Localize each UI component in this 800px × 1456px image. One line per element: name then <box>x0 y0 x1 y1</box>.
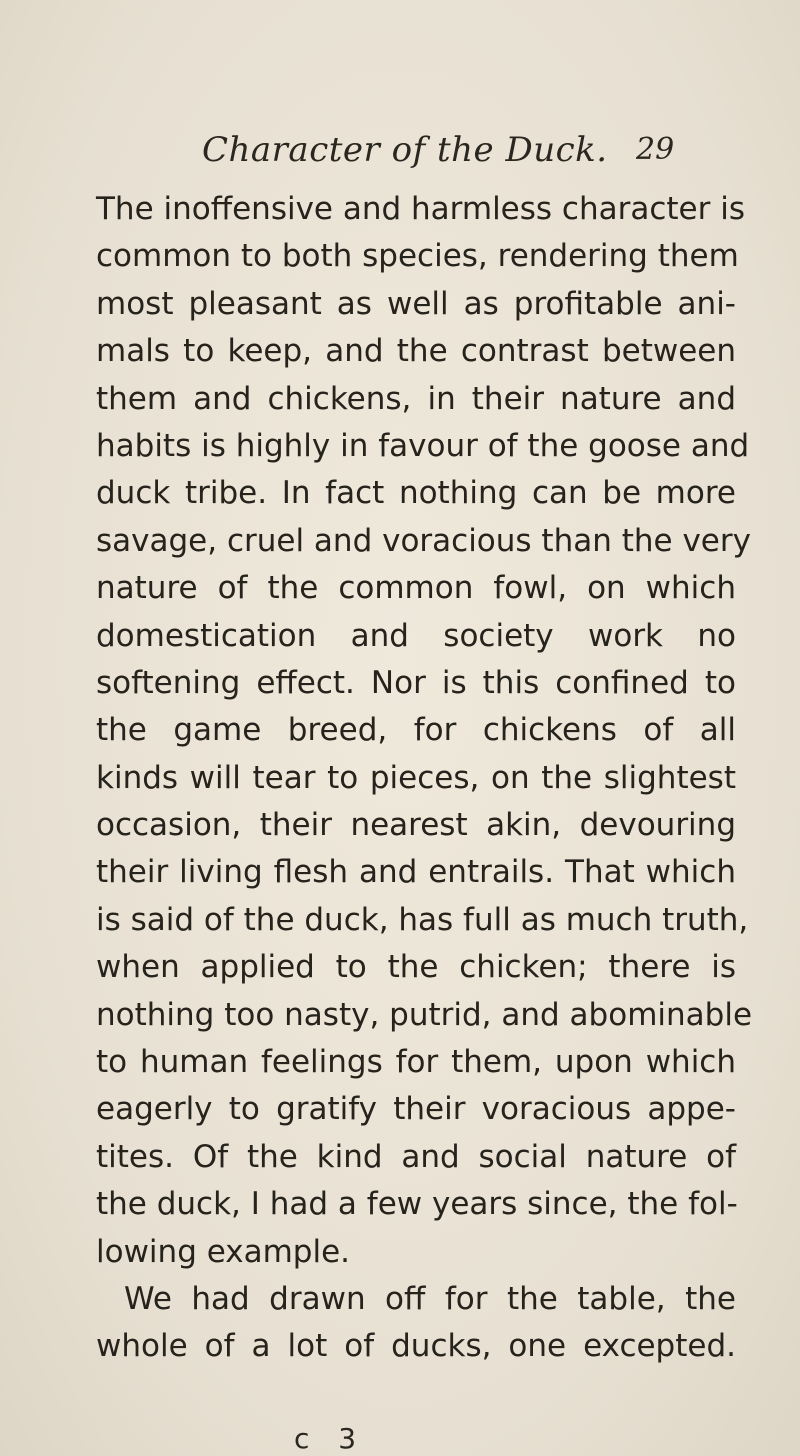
text-line: domestication and society work no <box>96 617 736 654</box>
text-line: nothing too nasty, putrid, and abominable <box>96 996 753 1033</box>
signature-mark: c 3 <box>294 1422 367 1455</box>
text-line: softening effect. Nor is this confined to <box>96 664 736 701</box>
text-line: when applied to the chicken; there is <box>96 949 736 986</box>
text-line: eagerly to gratify their voracious appe- <box>96 1091 736 1128</box>
text-line: savage, cruel and voracious than the very <box>96 522 751 559</box>
text-line: most pleasant as well as profitable ani- <box>96 285 736 322</box>
text-line: The inoffensive and harmless character is <box>96 191 745 227</box>
text-line: habits is highly in favour of the goose and <box>96 427 750 464</box>
text-line: their living flesh and entrails. That which <box>96 854 736 891</box>
text-line: the game breed, for chickens of all <box>96 712 736 749</box>
text-line: We had drawn off for the table, the <box>124 1280 736 1317</box>
text-line: mals to keep, and the contrast between <box>96 333 736 370</box>
running-title: Character of the Duck. <box>202 130 608 170</box>
text-line: tites. Of the kind and social nature of <box>96 1138 736 1175</box>
text-line: nature of the common fowl, on which <box>96 570 736 607</box>
text-line: lowing example. <box>96 1233 351 1270</box>
text-line: is said of the duck, has full as much truth, <box>96 901 749 938</box>
text-line: occasion, their nearest akin, devouring <box>96 807 736 844</box>
text-line: duck tribe. In fact nothing can be more <box>96 475 736 512</box>
running-head <box>0 100 800 170</box>
text-line: kinds will tear to pieces, on the slightest <box>96 759 736 796</box>
text-line: common to both species, rendering them <box>96 238 739 275</box>
page-number: 29 <box>636 132 675 167</box>
body-text <box>96 186 753 1371</box>
text-line: to human feelings for them, upon which <box>96 1044 736 1081</box>
text-line: whole of a lot of ducks, one excepted. <box>96 1328 736 1365</box>
text-line: the duck, I had a few years since, the fol- <box>96 1186 738 1223</box>
text-line: them and chickens, in their nature and <box>96 380 736 417</box>
